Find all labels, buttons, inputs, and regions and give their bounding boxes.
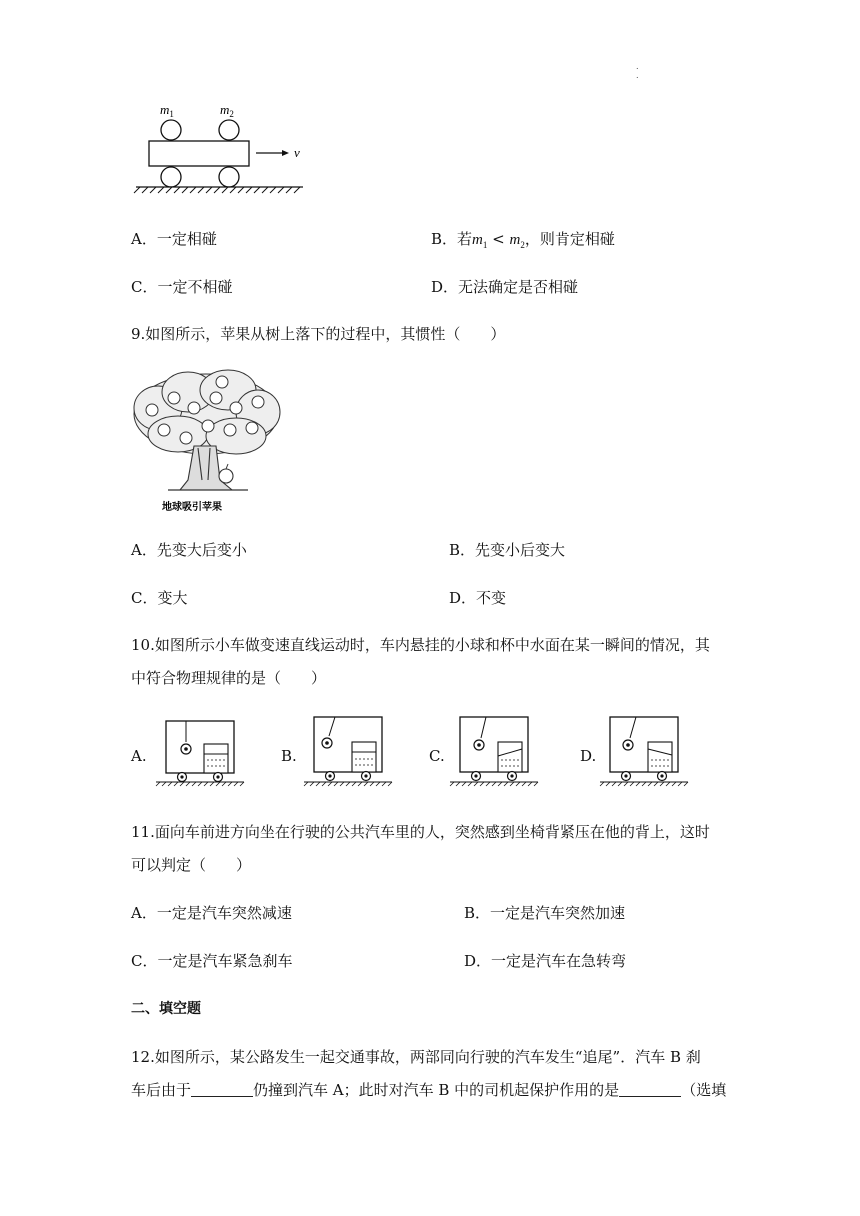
q11-option-a[interactable]: A．一定是汽车突然减速 [131,904,292,922]
q10-figure-label-a[interactable]: A. [131,747,147,765]
v-label: v [294,145,300,160]
ball-m2 [219,120,239,140]
wheel-right [219,167,239,187]
q12-line2 [131,1079,726,1101]
q12-line2-part3: （选填 [681,1081,727,1099]
velocity-arrowhead [282,150,289,156]
q8-b-m1: m [472,232,483,248]
q10-figure-label-c[interactable]: C. [429,747,445,765]
q10-cart-c [448,712,540,788]
q12-line2-part1: 车后由于 [131,1081,192,1099]
q12-blank-2[interactable] [619,1080,681,1097]
q10-figure-label-d[interactable]: D. [580,747,597,765]
falling-apple [219,469,233,483]
q8-b-m1-sub: 1 [482,240,488,250]
q9-option-a[interactable]: A．先变大后变小 [131,541,247,559]
q12-line2-part2: 仍撞到汽车 A；此时对汽车 B 中的司机起保护作用的是 [253,1081,620,1099]
q10-figure-label-b[interactable]: B. [281,747,297,765]
wheel-left [161,167,181,187]
section-heading-fill-blank: 二、填空题 [131,1001,201,1017]
q9-stem: 9.如图所示，苹果从树上落下的过程中，其惯性（ ） [131,325,506,343]
apple-stem [226,464,228,469]
q8-option-d[interactable]: D．无法确定是否相碰 [431,278,579,296]
q10-cart-a [154,716,246,788]
q11-stem-line2: 可以判定（ ） [131,856,252,874]
q8-cart-figure [128,96,318,194]
q12-blank-1[interactable] [191,1080,253,1097]
q8-b-lt: < [487,230,510,248]
cart-body [149,141,249,166]
q8-option-c[interactable]: C．一定不相碰 [131,278,233,296]
q9-option-b[interactable]: B．先变小后变大 [449,541,566,559]
tree-caption: 地球吸引苹果 [162,502,222,513]
apple-tree-figure [128,368,284,516]
q8-option-b-suffix: ，则肯定相碰 [524,230,615,248]
q8-option-b-prefix: B．若 [431,230,473,248]
q9-option-d[interactable]: D．不变 [449,589,507,607]
m1-label: $m_1$ [160,102,174,119]
q8-b-m2: m [509,232,521,248]
q11-option-d[interactable]: D．一定是汽车在急转弯 [464,952,627,970]
q10-stem-line2: 中符合物理规律的是（ ） [131,669,327,687]
q8-option-a[interactable]: A．一定相碰 [131,230,217,248]
m2-label: $m_2$ [220,102,234,119]
q10-cart-b [302,712,394,788]
q9-option-c[interactable]: C．变大 [131,589,188,607]
q11-stem-line1: 11.面向车前进方向坐在行驶的公共汽车里的人，突然感到坐椅背紧压在他的背上，这时 [131,823,710,841]
q8-b-m2-sub: 2 [520,240,525,250]
ball-m1 [161,120,181,140]
q10-cart-d [598,712,690,788]
q11-option-b[interactable]: B．一定是汽车突然加速 [464,904,626,922]
corner-marks: . . [636,62,639,80]
q11-option-c[interactable]: C．一定是汽车紧急刹车 [131,952,293,970]
ground-hatch [134,187,300,193]
q10-stem-line1: 10.如图所示小车做变速直线运动时，车内悬挂的小球和杯中水面在某一瞬间的情况，其 [131,636,710,654]
q12-line1: 12.如图所示，某公路发生一起交通事故，两部同向行驶的汽车发生“追尾”．汽车 B 刹 [131,1048,701,1066]
q8-option-b[interactable] [431,228,615,256]
